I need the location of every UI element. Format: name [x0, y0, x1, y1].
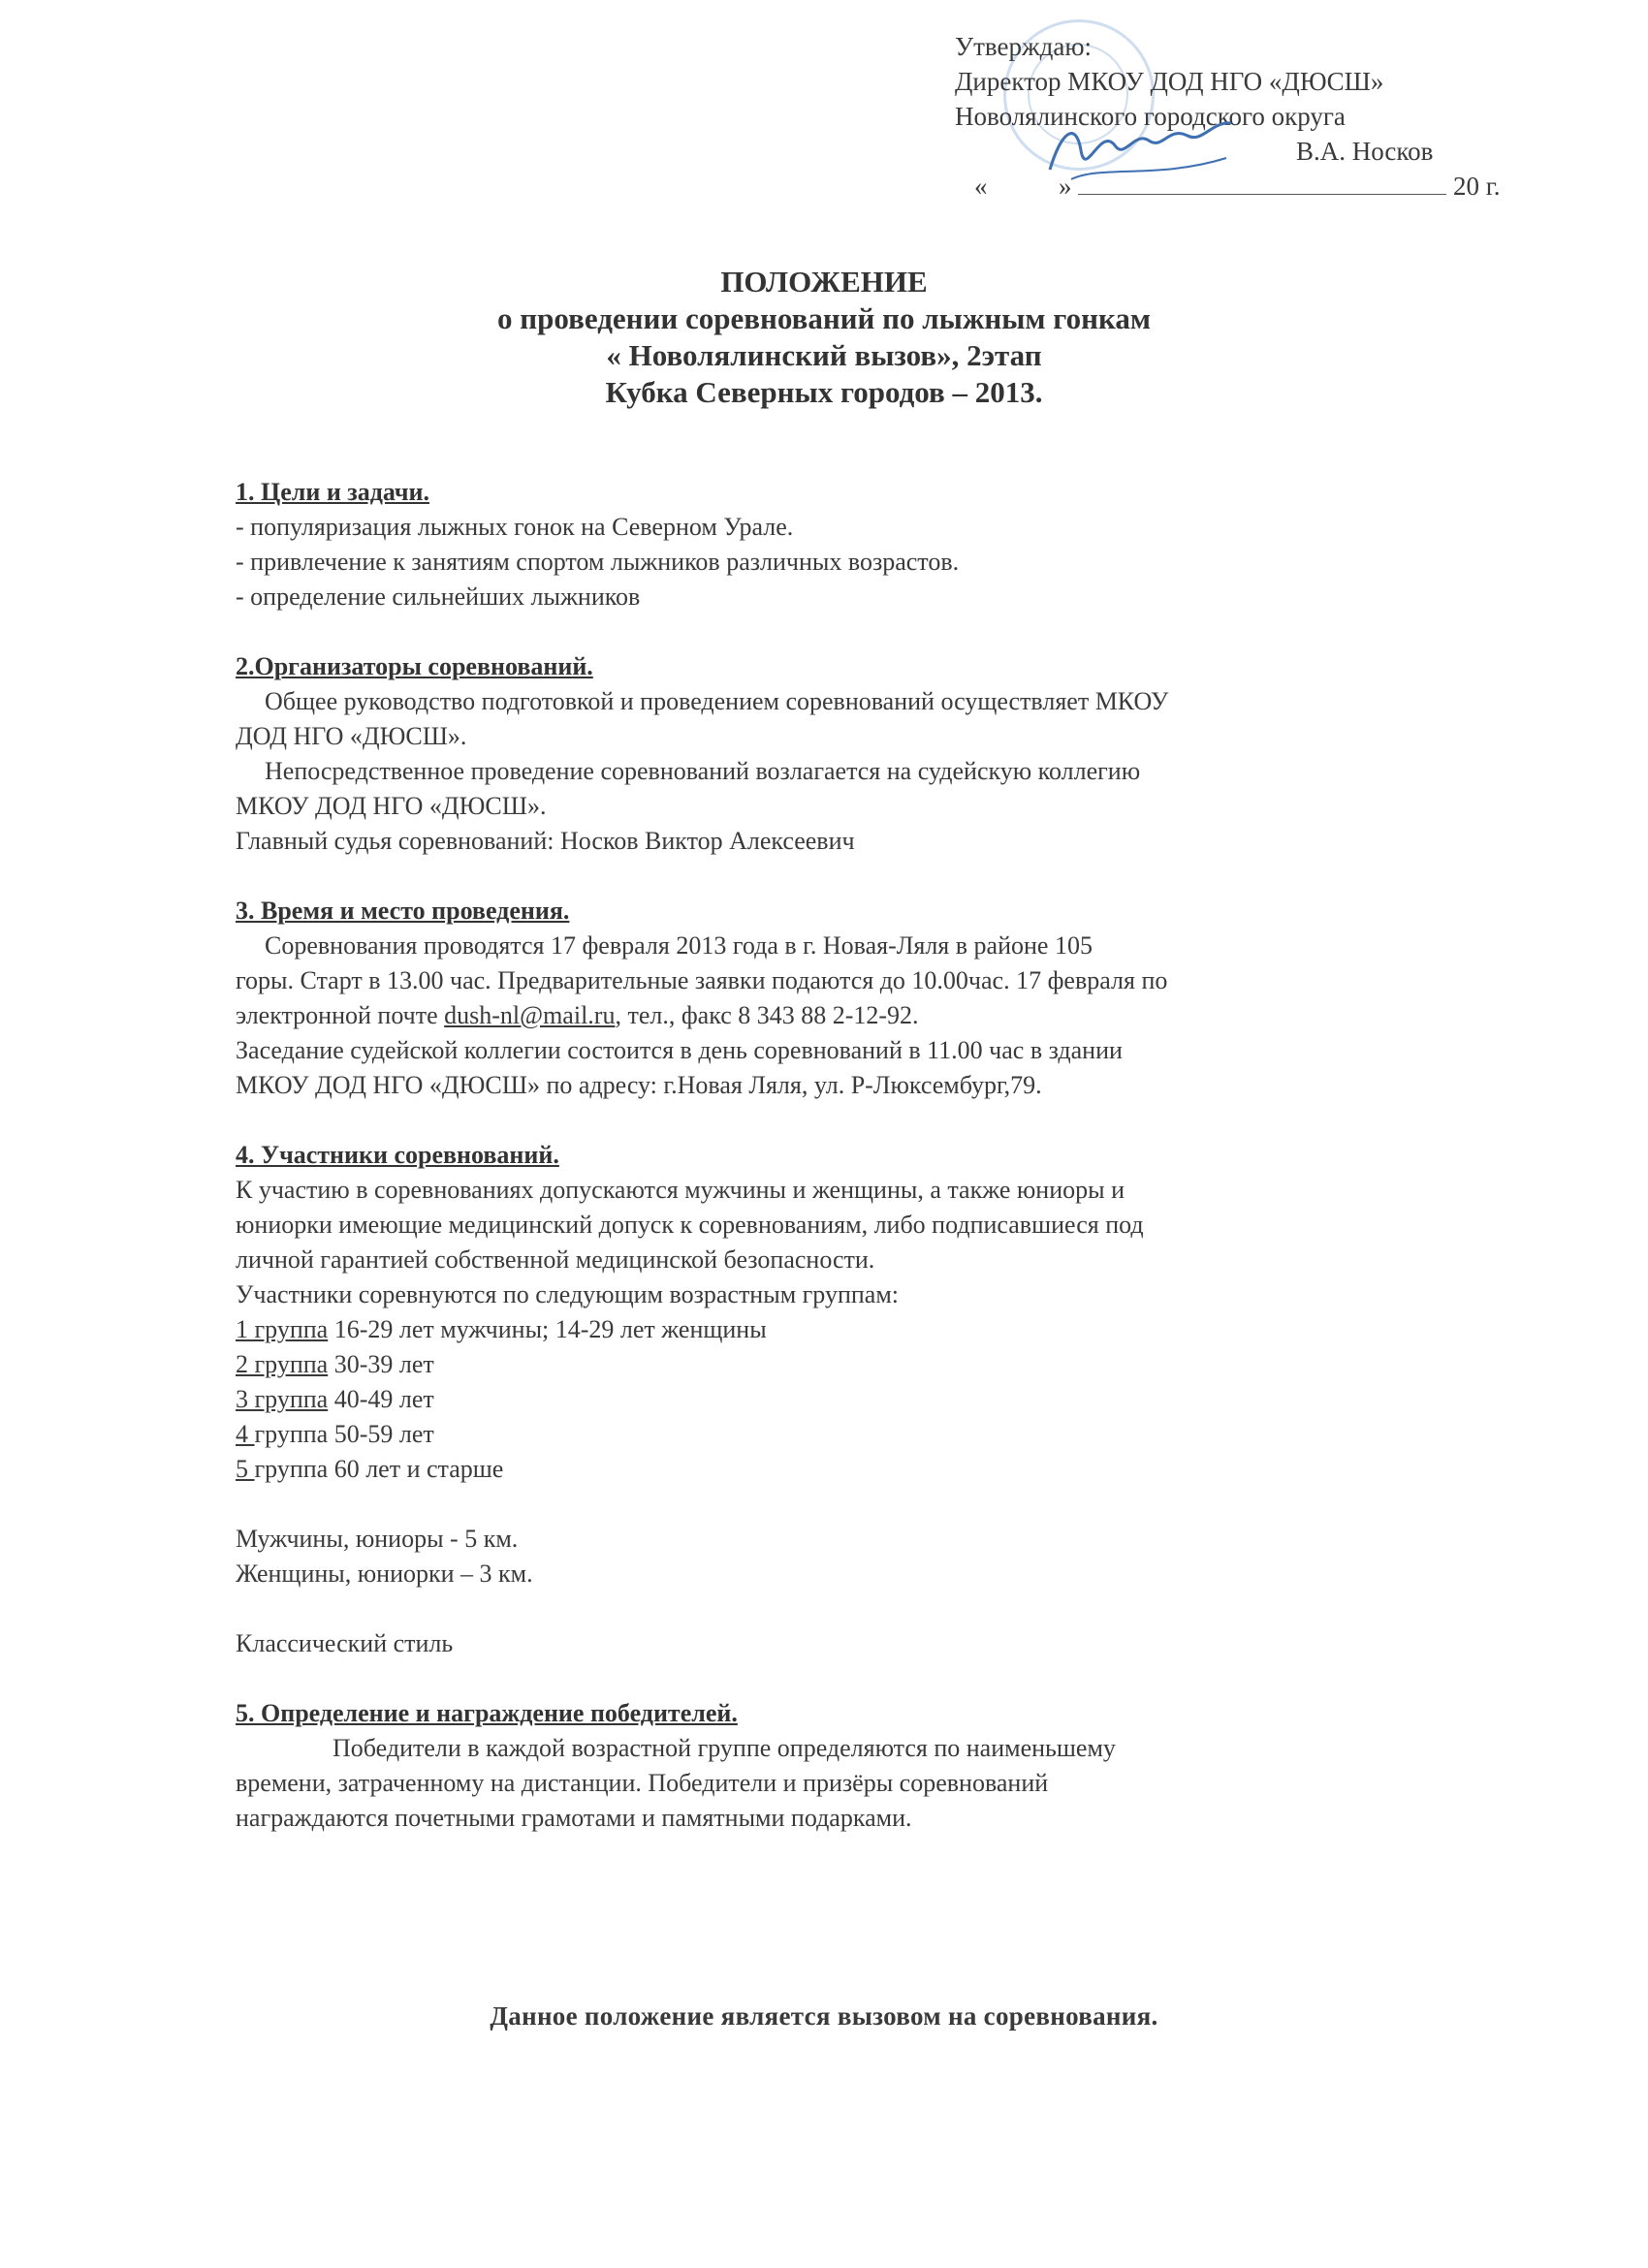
paragraph-line: награждаются почетными грамотами и памятными подарками.	[236, 1804, 912, 1832]
age-group	[236, 1382, 1467, 1417]
paragraph-line: Общее руководство подготовкой и проведением соревнований осуществляет МКОУ	[265, 687, 1169, 715]
date-quote-close: »	[1059, 172, 1072, 201]
distance-men: Мужчины, юниоры - 5 км.	[236, 1525, 519, 1553]
document-body	[236, 475, 1467, 1836]
title-event: « Новолялинский вызов», 2этап	[606, 338, 1042, 372]
age-group	[236, 1417, 1467, 1452]
paragraph-line	[236, 998, 1467, 1033]
age-group-label: 4	[236, 1420, 255, 1448]
document-title	[0, 264, 1648, 411]
title-cup: Кубка Северных городов – 2013.	[605, 375, 1043, 409]
approval-district: Новолялинского городского округа	[955, 102, 1346, 131]
approval-director: Директор МКОУ ДОД НГО «ДЮСШ»	[955, 67, 1384, 96]
paragraph-line: Непосредственное проведение соревнований возлагается на судейскую коллегию	[265, 757, 1141, 785]
date-year: 20 г.	[1453, 172, 1501, 201]
section-heading: 3. Время и место проведения.	[236, 897, 570, 925]
section-heading: 5. Определение и награждение победителей.	[236, 1699, 738, 1727]
chief-judge: Главный судья соревнований: Носков Виктор Алексеевич	[236, 827, 855, 855]
paragraph-line: Заседание судейской коллегии состоится в день соревнований в 11.00 час в здании	[236, 1036, 1123, 1064]
age-group-label: 5	[236, 1455, 255, 1483]
age-group-text: группа 60 лет и старше	[254, 1455, 504, 1483]
signature-mark	[1042, 111, 1236, 199]
section-heading: 2.Организаторы соревнований.	[236, 652, 593, 680]
section-heading: 1. Цели и задачи.	[236, 478, 430, 506]
paragraph-line: Участники соревнуются по следующим возрастным группам:	[236, 1280, 900, 1308]
age-group-text: 16-29 лет мужчины; 14-29 лет женщины	[328, 1315, 767, 1343]
age-group-label: 1 группа	[236, 1315, 329, 1343]
race-style: Классический стиль	[236, 1629, 454, 1657]
paragraph-line: К участию в соревнованиях допускаются мужчины и женщины, а также юниоры и	[236, 1176, 1125, 1204]
section-heading: 4. Участники соревнований.	[236, 1141, 559, 1169]
paragraph-line: Соревнования проводятся 17 февраля 2013 года в г. Новая-Ляля в районе 105	[265, 931, 1093, 960]
paragraph-line: юниорки имеющие медицинский допуск к соревнованиям, либо подписавшиеся под	[236, 1211, 1144, 1239]
paragraph-line: МКОУ ДОД НГО «ДЮСШ».	[236, 792, 547, 820]
date-quote-open: «	[974, 172, 988, 201]
age-group-text: 40-49 лет	[328, 1385, 434, 1413]
approval-label: Утверждаю:	[955, 32, 1093, 61]
age-group-label: 3 группа	[236, 1385, 329, 1413]
title-sub: о проведении соревнований по лыжным гонкам	[497, 301, 1151, 335]
age-group	[236, 1452, 1467, 1487]
list-item: - определение сильнейших лыжников	[236, 583, 641, 611]
age-group	[236, 1347, 1467, 1382]
email-link[interactable]: dush-nl@mail.ru	[444, 1001, 616, 1029]
age-group-text: группа 50-59 лет	[254, 1420, 434, 1448]
paragraph-line: горы. Старт в 13.00 час. Предварительные заявки подаются до 10.00час. 17 февраля по	[236, 966, 1168, 994]
paragraph-line: Победители в каждой возрастной группе определяются по наименьшему	[333, 1734, 1116, 1762]
paragraph-line: ДОД НГО «ДЮСШ».	[236, 722, 467, 750]
age-group-text: 30-39 лет	[328, 1350, 434, 1378]
text-span: электронной почте	[236, 1001, 445, 1029]
approval-signatory: В.А. Носков	[1296, 137, 1434, 166]
distance-women: Женщины, юниорки – 3 км.	[236, 1559, 533, 1588]
paragraph-line: МКОУ ДОД НГО «ДЮСШ» по адресу: г.Новая Ляля, ул. Р-Люксембург,79.	[236, 1071, 1042, 1099]
list-item: - популяризация лыжных гонок на Северном Урале.	[236, 513, 794, 541]
age-group-label: 2 группа	[236, 1350, 329, 1378]
title-main: ПОЛОЖЕНИЕ	[720, 265, 928, 299]
footer-statement: Данное положение является вызовом на соревнования.	[490, 2001, 1158, 2031]
paragraph-line: времени, затраченному на дистанции. Победители и призёры соревнований	[236, 1769, 1049, 1797]
paragraph-line: личной гарантией собственной медицинской безопасности.	[236, 1245, 875, 1274]
text-span: , тел., факс 8 343 88 2-12-92.	[615, 1001, 919, 1029]
list-item: - привлечение к занятиям спортом лыжников различных возрастов.	[236, 548, 960, 576]
age-group	[236, 1312, 1467, 1347]
